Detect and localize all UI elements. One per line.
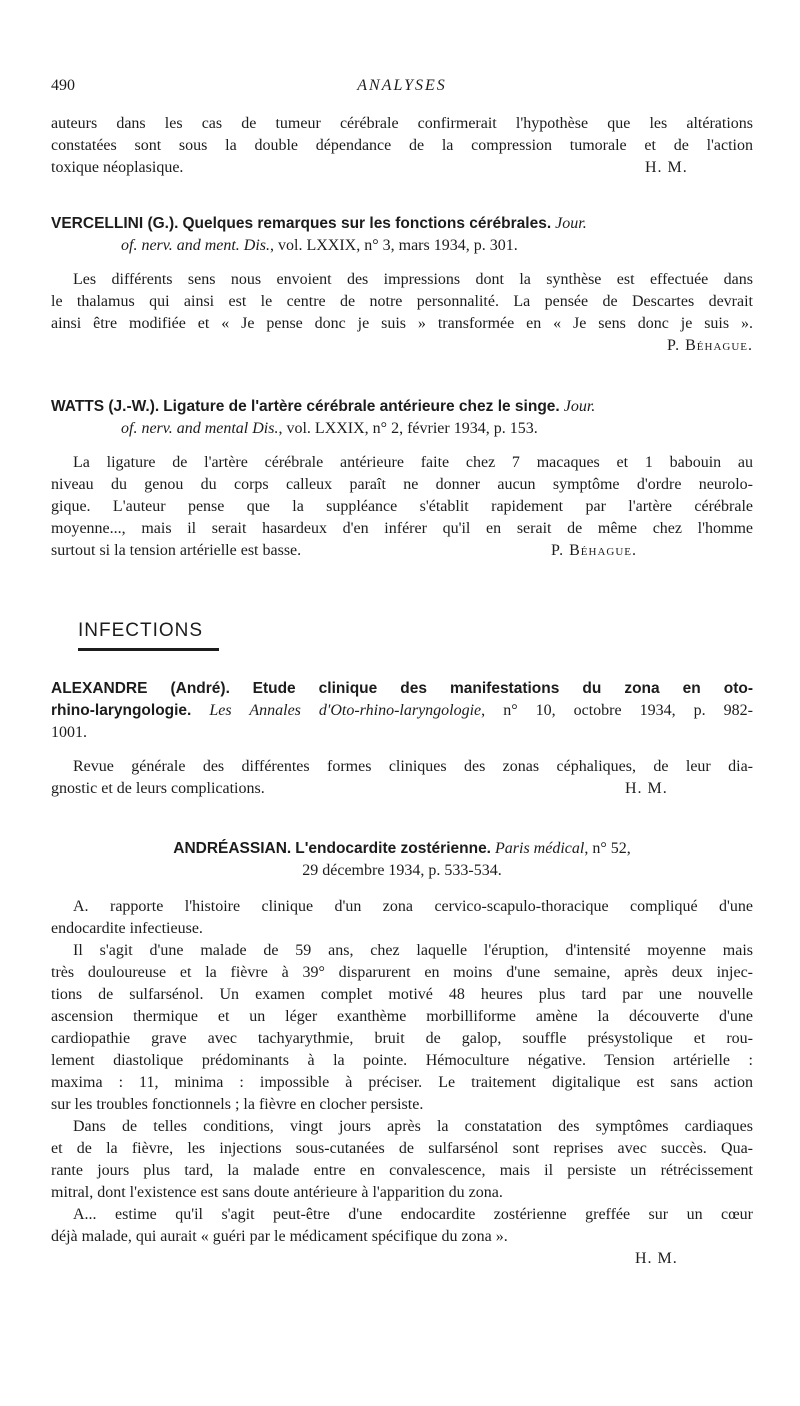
abstract-andreassian bbox=[51, 838, 753, 1270]
journal-abbrev: Jour. bbox=[563, 398, 596, 415]
citation-line bbox=[51, 418, 753, 440]
heading-underline bbox=[78, 648, 219, 651]
citation-details: , n° 52, bbox=[584, 840, 631, 857]
text-line: La ligature de l'artère cérébrale antérieure faite chez 7 macaques et 1 babouin au bbox=[73, 454, 753, 471]
text-line: sur les troubles fonctionnels ; la fièvre en clocher persiste. bbox=[51, 1096, 424, 1113]
signature: H. M. bbox=[635, 1250, 678, 1267]
article-title-cont: rhino-laryngologie. bbox=[51, 702, 192, 719]
text-line: Il s'agit d'une malade de 59 ans, chez laquelle l'éruption, d'intensité moyenne mais bbox=[73, 942, 753, 959]
text-line: ainsi être modifiée et « Je pense donc je suis » transformée en « Je sens donc je suis ». bbox=[51, 315, 753, 332]
text-line: tions de sulfarsénol. Un examen complet motivé 48 heures plus tard par une nouvelle bbox=[51, 986, 753, 1003]
text-line: très douloureuse et la fièvre à 39° disparurent en moins d'une semaine, après deux injec- bbox=[51, 964, 753, 981]
citation-details: , n° 10, octobre 1934, p. 982- bbox=[481, 702, 754, 719]
abstract-alexandre bbox=[51, 678, 753, 800]
text-line: le thalamus qui ainsi est le centre de notre personnalité. La pensée de Descartes devrait bbox=[51, 293, 753, 310]
article-title: L'endocardite zostérienne. bbox=[295, 840, 491, 857]
text-line: endocardite infectieuse. bbox=[51, 920, 203, 937]
author: ALEXANDRE (André). bbox=[51, 680, 230, 697]
journal-name: of. nerv. and mental Dis. bbox=[121, 420, 279, 437]
signature-line bbox=[51, 1248, 753, 1270]
article-title: Quelques remarques sur les fonctions cérébrales. bbox=[182, 215, 552, 232]
citation-line bbox=[51, 235, 753, 257]
journal-abbrev: Jour. bbox=[555, 215, 587, 232]
abstract-header bbox=[51, 838, 753, 860]
text-line: Les différents sens nous envoient des impressions dont la synthèse est effectuée dans bbox=[73, 271, 753, 288]
abstract-header bbox=[51, 396, 753, 418]
text-line: Revue générale des différentes formes cliniques des zonas céphaliques, de leur dia- bbox=[73, 758, 753, 775]
text-line: ascension thermique et un léger exanthème morbilliforme amène la découverte d'une bbox=[51, 1008, 753, 1025]
article-title: Ligature de l'artère cérébrale antérieure chez le singe. bbox=[163, 398, 560, 415]
running-head-title: ANALYSES bbox=[357, 77, 447, 94]
signature: H. M. bbox=[625, 780, 668, 797]
author: WATTS (J.-W.). bbox=[51, 398, 160, 415]
section-heading: INFECTIONS bbox=[78, 620, 204, 641]
text-line: A. rapporte l'histoire clinique d'un zona cervico-scapulo-thoracique compliqué d'une bbox=[73, 898, 753, 915]
text-line bbox=[51, 778, 753, 800]
text-line: lement diastolique prédominants à la pointe. Hémoculture négative. Tension artérielle : bbox=[51, 1052, 753, 1069]
text-line: mitral, dont l'existence est sans doute antérieure à l'apparition du zona. bbox=[51, 1184, 503, 1201]
abstract-vercellini bbox=[51, 213, 753, 357]
citation-line bbox=[51, 700, 753, 722]
text-line: Dans de telles conditions, vingt jours après la constatation des symptômes cardiaques bbox=[73, 1118, 753, 1135]
text-line bbox=[51, 540, 753, 562]
abstract-header bbox=[51, 678, 753, 700]
text-line: déjà malade, qui aurait « guéri par le médicament spécifique du zona ». bbox=[51, 1228, 508, 1245]
text-fragment: toxique néoplasique. bbox=[51, 159, 184, 176]
citation-details: , vol. LXXIX, n° 2, février 1934, p. 153. bbox=[278, 420, 538, 437]
signature: P. Béhague. bbox=[551, 542, 638, 559]
citation-line: 1001. bbox=[51, 724, 87, 741]
abstract-header bbox=[51, 213, 753, 235]
page-number: 490 bbox=[51, 77, 75, 94]
citation-details: , vol. LXXIX, n° 3, mars 1934, p. 301. bbox=[270, 237, 518, 254]
running-head bbox=[51, 77, 753, 97]
text-line: rante jours plus tard, la malade entre en convalescence, mais il persiste un rétrécissement bbox=[51, 1162, 753, 1179]
text-line: et de la fièvre, les injections sous-cutanées de sulfarsénol sont reprises avec succès. Qua- bbox=[51, 1140, 753, 1157]
journal-name: Les Annales d'Oto-rhino-laryngologie bbox=[209, 702, 482, 719]
text-line bbox=[51, 157, 753, 179]
abstract-watts bbox=[51, 396, 753, 562]
text-line: moyenne..., mais il serait hasardeux d'en inférer qu'il en serait de même chez l'homme bbox=[51, 520, 753, 537]
text-line: A... estime qu'il s'agit peut-être d'une endocardite zostérienne greffée sur un cœur bbox=[73, 1206, 753, 1223]
author: ANDRÉASSIAN. bbox=[173, 840, 292, 857]
article-title: Etude clinique des manifestations du zona en oto- bbox=[252, 680, 754, 697]
signature: P. Béhague. bbox=[666, 337, 753, 354]
text-line: maxima : 11, minima : impossible à préciser. Le traitement digitalique est sans action bbox=[51, 1074, 753, 1091]
text-line: gique. L'auteur pense que la suppléance s'établit rapidement par l'artère cérébrale bbox=[51, 498, 753, 515]
text-fragment: surtout si la tension artérielle est basse. bbox=[51, 542, 302, 559]
citation-line: 29 décembre 1934, p. 533-534. bbox=[302, 862, 502, 879]
journal-name: Paris médical bbox=[495, 840, 585, 857]
text-line: auteurs dans les cas de tumeur cérébrale confirmerait l'hypothèse que les altérations bbox=[51, 115, 753, 132]
signature: H. M. bbox=[645, 159, 688, 176]
text-line: constatées sont sous la double dépendance de la compression tumorale et de l'action bbox=[51, 137, 753, 154]
journal-name: of. nerv. and ment. Dis. bbox=[121, 237, 271, 254]
continuation-abstract bbox=[51, 113, 753, 179]
text-fragment: gnostic et de leurs complications. bbox=[51, 780, 265, 797]
author: VERCELLINI (G.). bbox=[51, 215, 179, 232]
text-line: niveau du genou du corps calleux paraît ne donner aucun symptôme d'ordre neurolo- bbox=[51, 476, 753, 493]
text-line: cardiopathie grave avec tachyarythmie, bruit de galop, souffle présystolique et rou- bbox=[51, 1030, 753, 1047]
